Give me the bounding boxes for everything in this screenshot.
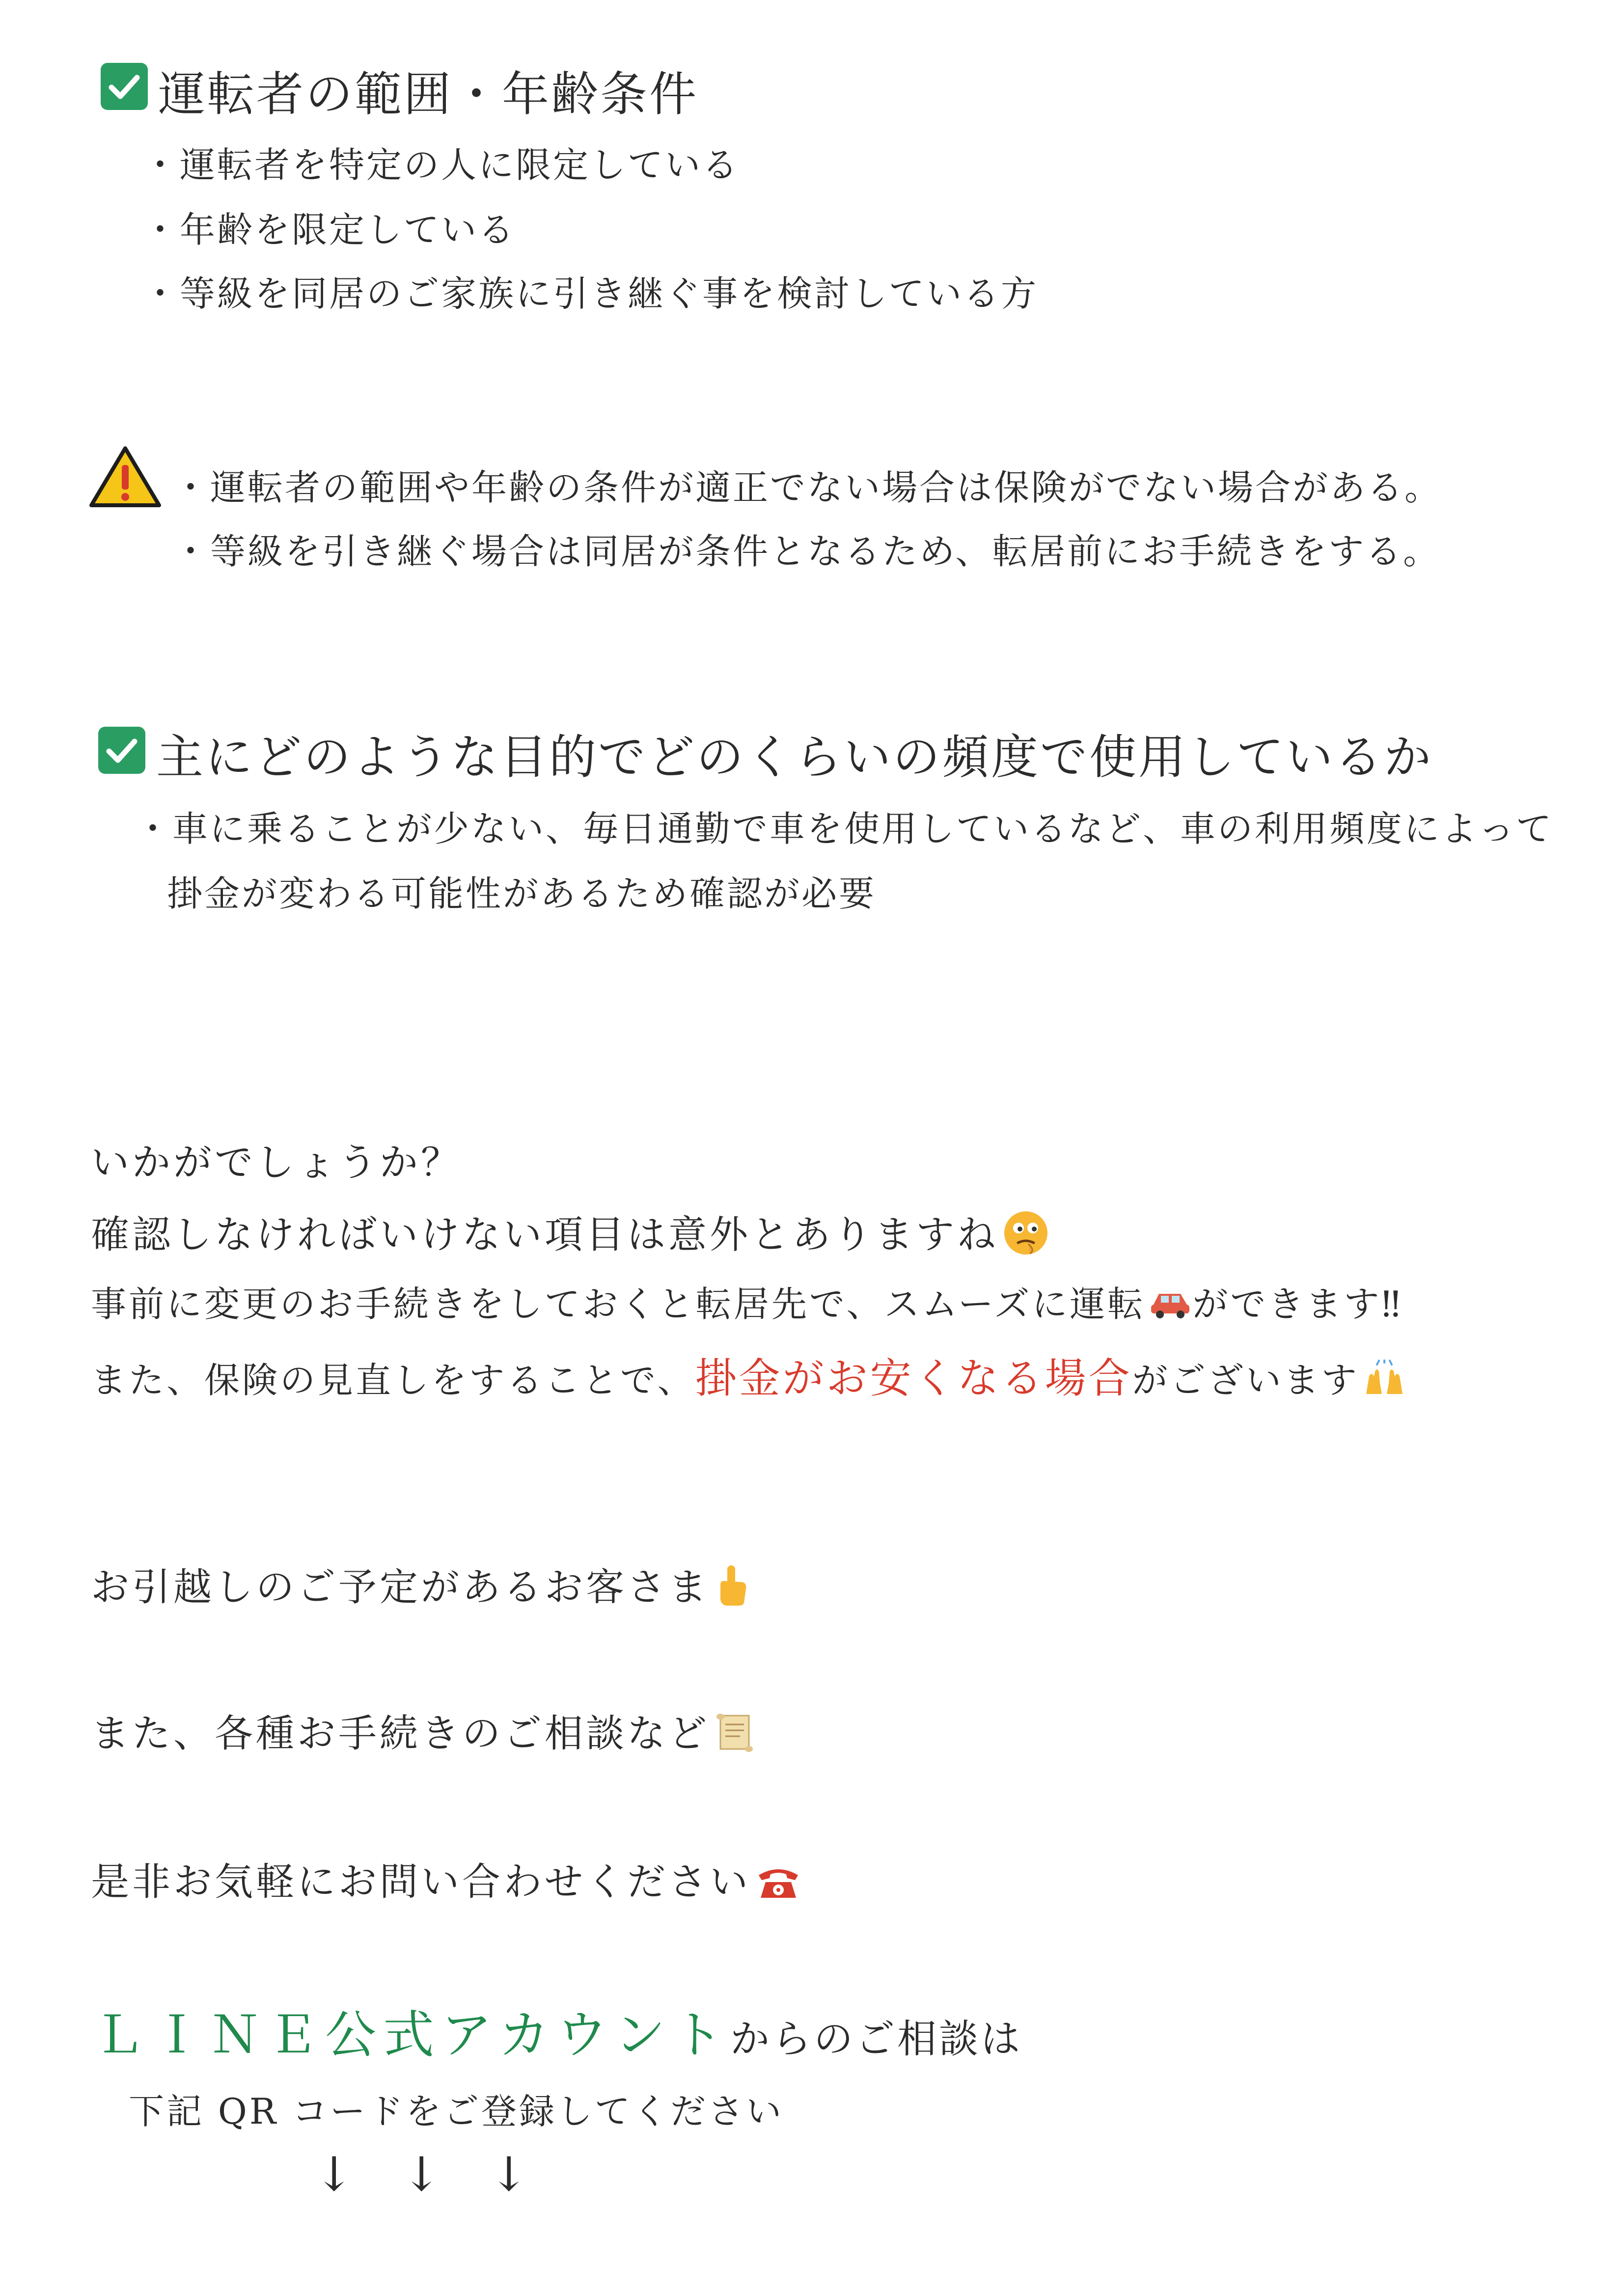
invite-line-2 [91,1703,757,1763]
telephone-icon [754,1860,803,1909]
section2-heading: 主にどのような目的でどのくらいの頻度で使用しているか [156,730,1433,785]
section1-bullet-2: ・年齢を限定している [142,209,516,250]
closing-line-3a: 事前に変更のお手続きをしておくと転居先で、スムーズに運転 [91,1284,1146,1325]
discount-highlight: 掛金がお安くなる場合 [695,1354,1132,1402]
closing-line-4b: がございます [1132,1360,1359,1401]
checkbox-checked-icon [101,63,148,110]
car-icon [1148,1286,1192,1329]
down-arrow-1: ↓ [314,2147,354,2202]
section1-bullet-1: ・運転者を特定の人に限定している [142,144,740,186]
closing-line-3b: ができます‼ [1192,1284,1403,1325]
line-cta-heading [93,1994,1022,2067]
closing-line-4a: また、保険の見直しをすることで、 [91,1360,695,1401]
thinking-face-icon [1001,1208,1050,1267]
section2-bullet-line-2: 掛金が変わる可能性があるため確認が必要 [167,873,877,914]
closing-line-3 [91,1276,1403,1329]
scroll-icon [713,1710,757,1763]
line-cta-suffix: からのご相談は [730,2016,1022,2062]
invite-line-1 [91,1557,752,1617]
checkbox-checked-icon [98,727,145,774]
invite-line-3 [91,1851,803,1909]
warning-icon [88,444,162,508]
down-arrow-2: ↓ [402,2147,441,2202]
warning-line-2: ・等級を引き継ぐ場合は同居が条件となるため、転居前にお手続きをする。 [173,531,1441,572]
invite-line-1-text: お引越しのご予定があるお客さま [91,1565,710,1610]
invite-line-3-text: 是非お気軽にお問い合わせください [91,1860,751,1904]
pointing-up-icon [713,1563,752,1617]
closing-line-4 [91,1345,1406,1407]
section2-bullet-line-1: ・車に乗ることが少ない、毎日通勤で車を使用しているなど、車の利用頻度によって [135,808,1554,849]
closing-line-1: いかがでしょうか？ [91,1141,463,1185]
invite-line-2-text: また、各種お手続きのご相談など [91,1712,710,1756]
down-arrow-3: ↓ [489,2147,529,2202]
section1-bullet-3: ・等級を同居のご家族に引き継ぐ事を検討している方 [142,273,1039,314]
warning-line-1: ・運転者の範囲や年齢の条件が適正でない場合は保険がでない場合がある。 [173,467,1442,508]
raising-hands-icon [1362,1360,1406,1407]
closing-line-2-text: 確認しなければいけない項目は意外とありますね [91,1213,999,1257]
closing-line-2 [91,1204,1050,1267]
line-official-account[interactable]: ＬＩＮＥ公式アカウント [93,2005,730,2065]
section1-heading: 運転者の範囲・年齢条件 [158,67,698,122]
line-cta-sub: 下記 QR コードをご登録してください [129,2091,784,2132]
